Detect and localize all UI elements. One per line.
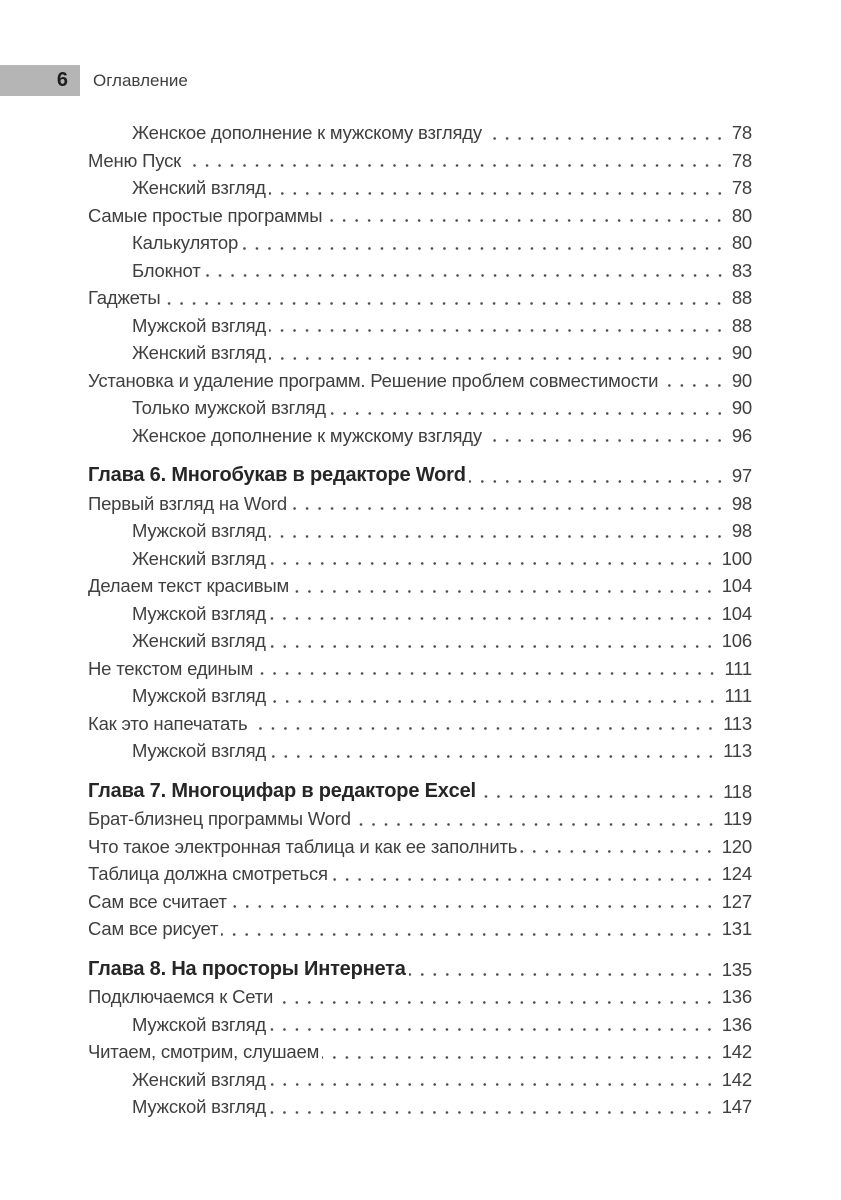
dot-leader xyxy=(241,229,726,257)
toc-entry-page: 100 xyxy=(721,547,752,569)
toc-entry xyxy=(88,778,752,806)
dot-leader xyxy=(269,737,717,765)
dot-leader xyxy=(329,394,726,422)
dot-leader xyxy=(269,1066,716,1094)
toc-entry-page: 90 xyxy=(731,369,752,391)
toc-entry-label: Мужской взгляд xyxy=(132,685,267,706)
toc-entry-label: Сам все рисует xyxy=(88,918,219,939)
toc-entry-page: 136 xyxy=(721,986,752,1007)
toc-entry-page: 111 xyxy=(724,657,752,679)
table-of-contents xyxy=(88,119,752,1121)
dot-leader xyxy=(250,710,717,738)
toc-entry-page: 136 xyxy=(721,1013,752,1035)
toc-entry-label: Подключаемся к Сети xyxy=(88,986,274,1007)
toc-entry-label: Меню Пуск xyxy=(88,149,182,171)
toc-entry-page: 78 xyxy=(731,122,752,143)
toc-entry-label: Читаем, смотрим, слушаем xyxy=(88,1041,320,1062)
toc-entry-page: 113 xyxy=(723,712,752,734)
toc-entry-label: Калькулятор xyxy=(132,232,239,253)
toc-entry-label: Только мужской взгляд xyxy=(132,397,326,418)
toc-entry-label: Женский взгляд xyxy=(132,630,266,651)
toc-entry-label: Глава 7. Многоцифар в редакторе Excel xyxy=(88,779,476,802)
toc-entry xyxy=(88,367,752,395)
dot-leader xyxy=(269,627,716,655)
page-number-box xyxy=(0,65,80,96)
toc-entry-label: Женское дополнение к мужскому взгляду xyxy=(132,424,482,446)
dot-leader xyxy=(325,202,725,230)
toc-entry xyxy=(88,1011,752,1039)
toc-entry xyxy=(88,229,752,257)
dot-leader xyxy=(469,462,726,490)
toc-entry xyxy=(88,888,752,916)
dot-leader xyxy=(269,682,718,710)
toc-entry-page: 131 xyxy=(721,918,752,939)
dot-leader xyxy=(290,490,726,518)
toc-entry-label: Женский взгляд xyxy=(132,177,266,198)
toc-entry-label: Установка и удаление программ. Решение проблем совместимости xyxy=(88,369,659,391)
dot-leader xyxy=(256,655,718,683)
toc-entry-label: Женский взгляд xyxy=(132,547,266,569)
toc-entry-label: Делаем текст красивым xyxy=(88,575,290,596)
dot-leader xyxy=(221,915,715,943)
toc-entry xyxy=(88,833,752,861)
toc-entry xyxy=(88,462,752,490)
dot-leader xyxy=(292,572,716,600)
dot-leader xyxy=(269,339,726,367)
toc-entry-label: Сам все считает xyxy=(88,890,227,912)
toc-entry xyxy=(88,572,752,600)
toc-entry-page: 135 xyxy=(721,958,752,980)
toc-entry-label: Женский взгляд xyxy=(132,342,266,363)
dot-leader xyxy=(269,1093,716,1121)
dot-leader xyxy=(163,284,725,312)
dot-leader xyxy=(269,545,716,573)
dot-leader xyxy=(661,367,726,395)
toc-entry xyxy=(88,119,752,147)
dot-leader xyxy=(269,312,726,340)
toc-entry-page: 78 xyxy=(731,149,752,171)
toc-entry-page: 118 xyxy=(723,780,752,802)
toc-entry xyxy=(88,805,752,833)
toc-entry-page: 90 xyxy=(731,342,752,363)
toc-entry xyxy=(88,627,752,655)
toc-entry-label: Брат-близнец программы Word xyxy=(88,808,351,829)
running-head-title: Оглавление xyxy=(93,71,188,90)
toc-entry-page: 124 xyxy=(721,863,752,884)
toc-entry xyxy=(88,174,752,202)
toc-entry xyxy=(88,257,752,285)
toc-entry xyxy=(88,682,752,710)
toc-entry-label: Мужской взгляд xyxy=(132,740,267,761)
toc-entry-page: 80 xyxy=(731,232,752,253)
toc-entry xyxy=(88,983,752,1011)
toc-entry-page: 127 xyxy=(721,890,752,912)
toc-entry-page: 106 xyxy=(721,630,752,651)
toc-entry-page: 104 xyxy=(721,602,752,624)
page-number: 6 xyxy=(56,69,68,91)
toc-entry-page: 147 xyxy=(721,1096,752,1117)
toc-entry xyxy=(88,710,752,738)
toc-entry-label: Женское дополнение к мужскому взгляду xyxy=(132,122,482,143)
toc-entry-label: Гаджеты xyxy=(88,287,161,308)
toc-entry-page: 119 xyxy=(723,808,752,829)
dot-leader xyxy=(276,983,716,1011)
toc-entry-page: 88 xyxy=(731,314,752,336)
dot-leader xyxy=(230,888,716,916)
dot-leader xyxy=(269,174,726,202)
toc-entry-label: Женский взгляд xyxy=(132,1068,266,1090)
toc-entry xyxy=(88,422,752,450)
toc-entry xyxy=(88,490,752,518)
toc-entry xyxy=(88,860,752,888)
toc-entry-label: Что такое электронная таблица и как ее заполнить xyxy=(88,835,518,857)
toc-entry-label: Блокнот xyxy=(132,259,201,281)
toc-entry xyxy=(88,915,752,943)
toc-entry-page: 80 xyxy=(731,204,752,226)
dot-leader xyxy=(269,1011,716,1039)
toc-entry xyxy=(88,1038,752,1066)
toc-entry xyxy=(88,600,752,628)
toc-entry-label: Мужской взгляд xyxy=(132,1013,267,1035)
toc-entry xyxy=(88,956,752,984)
toc-entry-page: 90 xyxy=(731,397,752,418)
toc-entry-page: 98 xyxy=(731,492,752,514)
toc-entry-page: 104 xyxy=(721,575,752,596)
toc-entry-page: 97 xyxy=(731,465,752,486)
dot-leader xyxy=(409,956,716,984)
toc-entry xyxy=(88,545,752,573)
dot-leader xyxy=(184,147,726,175)
toc-entry-page: 83 xyxy=(731,259,752,281)
toc-entry-label: Мужской взгляд xyxy=(132,314,267,336)
toc-entry-label: Глава 8. На просторы Интернета xyxy=(88,957,406,980)
toc-entry-page: 96 xyxy=(731,424,752,446)
toc-entry-page: 78 xyxy=(731,177,752,198)
dot-leader xyxy=(485,119,726,147)
dot-leader xyxy=(520,833,716,861)
toc-entry-label: Мужской взгляд xyxy=(132,520,267,541)
toc-entry xyxy=(88,339,752,367)
dot-leader xyxy=(269,517,726,545)
toc-entry-page: 142 xyxy=(721,1068,752,1090)
toc-entry xyxy=(88,312,752,340)
dot-leader xyxy=(269,600,716,628)
toc-entry-label: Как это напечатать xyxy=(88,712,248,734)
toc-entry-page: 88 xyxy=(731,287,752,308)
toc-entry-page: 142 xyxy=(721,1041,752,1062)
dot-leader xyxy=(322,1038,716,1066)
toc-entry xyxy=(88,147,752,175)
toc-entry xyxy=(88,655,752,683)
toc-entry-label: Глава 6. Многобукав в редакторе Word xyxy=(88,464,466,486)
toc-entry-page: 113 xyxy=(723,740,752,761)
toc-entry xyxy=(88,517,752,545)
toc-entry-page: 98 xyxy=(731,520,752,541)
toc-entry xyxy=(88,394,752,422)
toc-entry-label: Не текстом единым xyxy=(88,657,254,679)
toc-entry-page: 120 xyxy=(721,835,752,857)
toc-entry-label: Таблица должна смотреться xyxy=(88,863,328,884)
toc-entry-page: 111 xyxy=(724,685,752,706)
toc-entry xyxy=(88,1066,752,1094)
toc-entry-label: Самые простые программы xyxy=(88,204,323,226)
dot-leader xyxy=(479,778,717,806)
dot-leader xyxy=(331,860,716,888)
toc-entry-label: Мужской взгляд xyxy=(132,602,267,624)
toc-entry xyxy=(88,737,752,765)
toc-entry xyxy=(88,202,752,230)
toc-entry-label: Мужской взгляд xyxy=(132,1096,267,1117)
toc-entry xyxy=(88,284,752,312)
dot-leader xyxy=(204,257,726,285)
toc-entry xyxy=(88,1093,752,1121)
dot-leader xyxy=(485,422,726,450)
dot-leader xyxy=(354,805,717,833)
toc-entry-label: Первый взгляд на Word xyxy=(88,492,287,514)
